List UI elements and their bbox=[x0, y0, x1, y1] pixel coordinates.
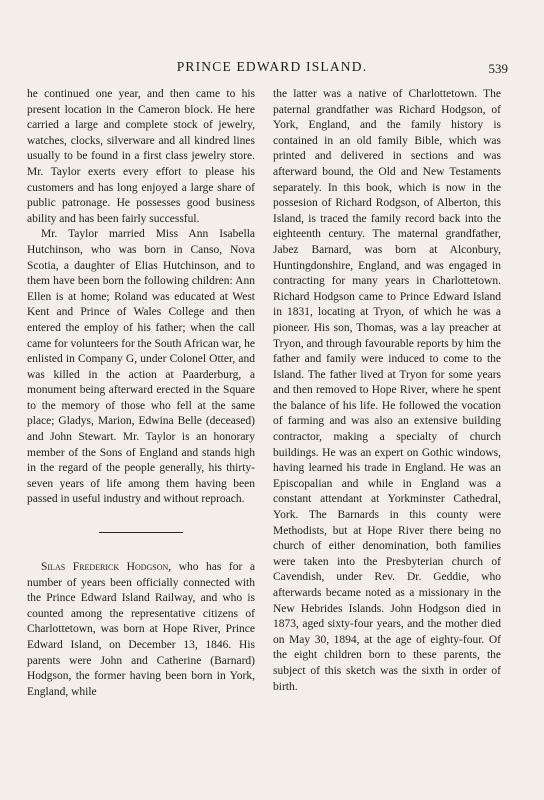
paragraph: Mr. Taylor married Miss Ann Isabella Hutchinson, who was born in Canso, Nova Scotia, a daughter of Elias Hutchinson, and to them have been born the following children: Ann Ellen is at home; Roland was educated at West Kent and Prince of Wales College and then entered the employ of his father; when the call came for volunteers for the South African war, he enlisted in Company G, under Colonel Otter, and was killed in the action at Paarderburg, a monument being afterward erected in the Square to the memory of those who fell at the same place; Gladys, Marion, Edwina Belle (deceased) and John Stewart. Mr. Taylor is an honorary member of the Sons of England and stands high in the regard of the people generally, his thirty-seven years of life among them having been passed in useful industry and without reproach. bbox=[27, 228, 255, 506]
left-column bbox=[27, 87, 255, 700]
page-number: 539 bbox=[488, 61, 508, 76]
subject-name: Silas Frederick Hodgson bbox=[41, 561, 169, 574]
section-divider bbox=[99, 532, 183, 533]
paragraph bbox=[27, 560, 255, 700]
page-title: PRINCE EDWARD ISLAND. bbox=[176, 59, 368, 74]
paragraph-text: , who has for a number of years been officially connected with the Prince Edward Island Railway, and who is counted among the representative citizens of Charlottetown, was born at Hope River, Prince Edward Island, on December 13, 1846. His parents were John and Catherine (Barnard) Hodgson, the former having been born in York, England, while bbox=[27, 561, 255, 698]
right-column bbox=[273, 87, 501, 695]
paragraph: the latter was a native of Charlottetown. The paternal grandfather was Richard Hodgson, of York, England, and the family history is contained in an old family Bible, which was printed and delivered in sections and was afterward bound, the Old and New Testaments separately. In this book, which is now in the possesion of Richard Rodgson, of Alberton, this Island, is traced the family record back into the eighteenth century. The maternal grandfather, Jabez Barnard, was born at Alconbury, Huntingdonshire, England, and was engaged in contracting for many years in Charlottetown. Richard Hodgson came to Prince Edward Island in 1831, locating at Tryon, of which he was a pioneer. His son, Thomas, was a lay preacher at Tryon, and through favourable reports by him the father and family were induced to come to the Island. The father lived at Tryon for some years and then removed to Hope River, where he spent the balance of his life. He followed the vocation of farming and was also an extensive building contractor, making a specialty of church buildings. He was an expert on Gothic windows, having learned his trade in England. He was an Episcopalian and while in England was a constant attendant at Yorkminster Cathedral, York. The Barnards in this county were Methodists, but at Hope River there being no church of either denomination, both families were taken into the Presbyterian church of Cavendish, under Rev. Dr. Geddie, who afterwards became noted as a missionary in the New Hebrides Islands. John Hodgson died in 1873, aged sixty-four years, and the mother died on May 30, 1894, at the age of eighty-four. Of the eight children born to these parents, the subject of this sketch was the sixth in order of birth. bbox=[273, 88, 501, 693]
paragraph: he continued one year, and then came to his present location in the Cameron block. He here carried a large and complete stock of jewelry, watches, clocks, silverware and all kindred lines usually to be found in a first class jewelry store. Mr. Taylor exerts every effort to please his customers and has long enjoyed a large share of public patronage. He possesses good business ability and has been fairly successful. bbox=[27, 88, 255, 225]
